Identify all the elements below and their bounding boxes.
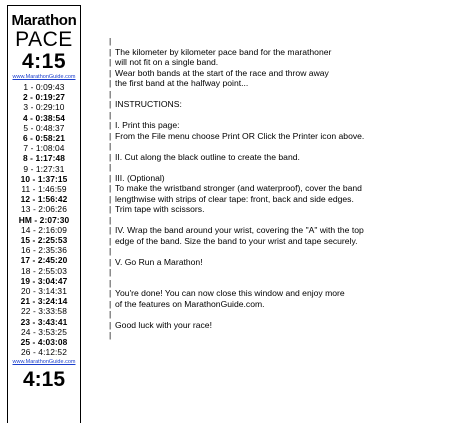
- instruction-text: will not fit on a single band.: [115, 57, 219, 67]
- split-row: 9 - 1:27:31: [23, 163, 65, 174]
- band-site-link-top[interactable]: www.MarathonGuide.com: [12, 74, 76, 80]
- split-row: 10 - 1:37:15: [20, 173, 68, 184]
- line-marker: |: [109, 99, 112, 109]
- instruction-text: To make the wristband stronger (and waterproof), cover the band: [115, 183, 362, 193]
- instruction-text: Trim tape with scissors.: [115, 204, 205, 214]
- instruction-line: [109, 309, 469, 320]
- instruction-line: [109, 162, 469, 173]
- instruction-text: II. Cut along the black outline to create the band.: [115, 151, 300, 162]
- line-marker: |: [109, 88, 112, 99]
- instruction-line: [109, 36, 469, 47]
- instruction-line: [109, 246, 469, 257]
- split-row: 6 - 0:58:21: [22, 133, 66, 144]
- split-row: 2 - 0:19:27: [22, 92, 66, 103]
- split-row: HM - 2:07:30: [18, 214, 70, 225]
- line-marker: |: [109, 267, 112, 277]
- line-marker: |: [109, 193, 112, 204]
- instruction-text: INSTRUCTIONS:: [115, 99, 182, 109]
- instruction-line: [109, 141, 469, 152]
- instruction-line: [109, 78, 469, 89]
- split-row: 24 - 3:53:25: [21, 326, 67, 337]
- instruction-line: [109, 152, 469, 163]
- line-marker: |: [109, 214, 112, 225]
- split-row: 18 - 2:55:03: [21, 265, 67, 276]
- instruction-line: [109, 204, 469, 215]
- line-marker: |: [109, 204, 112, 214]
- line-marker: |: [109, 78, 112, 88]
- split-row: 4 - 0:38:54: [22, 112, 66, 123]
- split-list: [8, 82, 80, 357]
- line-marker: |: [109, 246, 112, 256]
- instruction-line: [109, 68, 469, 79]
- line-marker: |: [109, 277, 112, 288]
- line-marker: |: [109, 46, 112, 57]
- split-row: 3 - 0:29:10: [23, 102, 65, 113]
- split-row: 17 - 2:45:20: [20, 255, 68, 266]
- line-marker: |: [109, 330, 112, 340]
- instruction-line: [109, 131, 469, 142]
- split-row: 15 - 2:25:53: [20, 235, 68, 246]
- instruction-line: [109, 225, 469, 236]
- line-marker: |: [109, 298, 112, 309]
- band-target-time-bottom: 4:15: [22, 368, 66, 392]
- split-row: 5 - 0:48:37: [23, 122, 65, 133]
- instruction-text: You're done! You can now close this window and enjoy more: [115, 288, 345, 298]
- band-pace-label: PACE: [15, 28, 73, 51]
- instruction-line: [109, 330, 469, 341]
- instruction-line: [109, 236, 469, 247]
- split-row: 8 - 1:17:48: [22, 153, 66, 164]
- split-row: 20 - 3:14:31: [21, 286, 67, 297]
- instruction-line: [109, 257, 469, 268]
- instruction-text: I. Print this page:: [115, 120, 180, 130]
- band-target-time: 4:15: [21, 50, 67, 73]
- split-row: 12 - 1:56:42: [20, 194, 68, 205]
- instruction-line: [109, 57, 469, 68]
- line-marker: |: [109, 309, 112, 319]
- split-row: 25 - 4:03:08: [20, 337, 68, 348]
- instruction-line: [109, 288, 469, 299]
- line-marker: |: [109, 319, 112, 330]
- line-marker: |: [109, 120, 112, 130]
- instruction-text: The kilometer by kilometer pace band for the marathoner: [115, 46, 332, 57]
- instruction-text: of the features on MarathonGuide.com.: [115, 298, 265, 309]
- line-marker: |: [109, 256, 112, 267]
- instruction-text: Good luck with your race!: [115, 319, 212, 330]
- split-row: 13 - 2:06:26: [21, 204, 67, 215]
- instruction-line: [109, 120, 469, 131]
- band-site-link-bottom[interactable]: www.MarathonGuide.com: [12, 359, 76, 366]
- line-marker: |: [109, 235, 112, 246]
- instruction-line: [109, 194, 469, 205]
- line-marker: |: [109, 141, 112, 151]
- instruction-text: V. Go Run a Marathon!: [115, 256, 203, 267]
- instruction-line: [109, 215, 469, 226]
- split-row: 23 - 3:43:41: [20, 316, 68, 327]
- instruction-line: [109, 267, 469, 278]
- line-marker: |: [109, 183, 112, 193]
- split-row: 22 - 3:33:58: [21, 306, 67, 317]
- instruction-line: [109, 110, 469, 121]
- split-row: 16 - 2:35:36: [21, 245, 67, 256]
- line-marker: |: [109, 109, 112, 120]
- split-row: 26 - 4:12:52: [21, 347, 67, 358]
- line-marker: |: [109, 57, 112, 67]
- instruction-text: edge of the band. Size the band to your wrist and tape securely.: [115, 235, 358, 246]
- instruction-text: the first band at the halfway point...: [115, 78, 249, 88]
- line-marker: |: [109, 130, 112, 141]
- instruction-line: [109, 299, 469, 310]
- instruction-line: [109, 47, 469, 58]
- instruction-line: [109, 278, 469, 289]
- instruction-line: [109, 173, 469, 184]
- line-marker: |: [109, 162, 112, 172]
- split-row: 7 - 1:08:04: [23, 143, 65, 154]
- instruction-text: IV. Wrap the band around your wrist, covering the "A" with the top: [115, 225, 364, 235]
- instruction-text: lengthwise with strips of clear tape: front, back and side edges.: [115, 193, 354, 204]
- instruction-line: [109, 99, 469, 110]
- line-marker: |: [109, 151, 112, 162]
- split-row: 1 - 0:09:43: [23, 82, 65, 92]
- instruction-line: [109, 320, 469, 331]
- split-row: 19 - 3:04:47: [20, 275, 68, 286]
- pace-band: [7, 5, 81, 423]
- instruction-line: [109, 89, 469, 100]
- split-row: 14 - 2:16:09: [21, 224, 67, 235]
- instruction-line: [109, 183, 469, 194]
- line-marker: |: [109, 288, 112, 298]
- line-marker: |: [109, 172, 112, 183]
- band-title: Marathon: [11, 12, 77, 29]
- split-row: 21 - 3:24:14: [20, 296, 68, 307]
- instruction-text: Wear both bands at the start of the race and throw away: [115, 67, 329, 78]
- line-marker: |: [109, 225, 112, 235]
- line-marker: |: [109, 67, 112, 78]
- instruction-text: III. (Optional): [115, 172, 165, 183]
- split-row: 11 - 1:46:59: [21, 184, 67, 195]
- instruction-text: From the File menu choose Print OR Click the Printer icon above.: [115, 130, 365, 141]
- line-marker: |: [109, 36, 112, 46]
- instructions-text: [109, 36, 469, 341]
